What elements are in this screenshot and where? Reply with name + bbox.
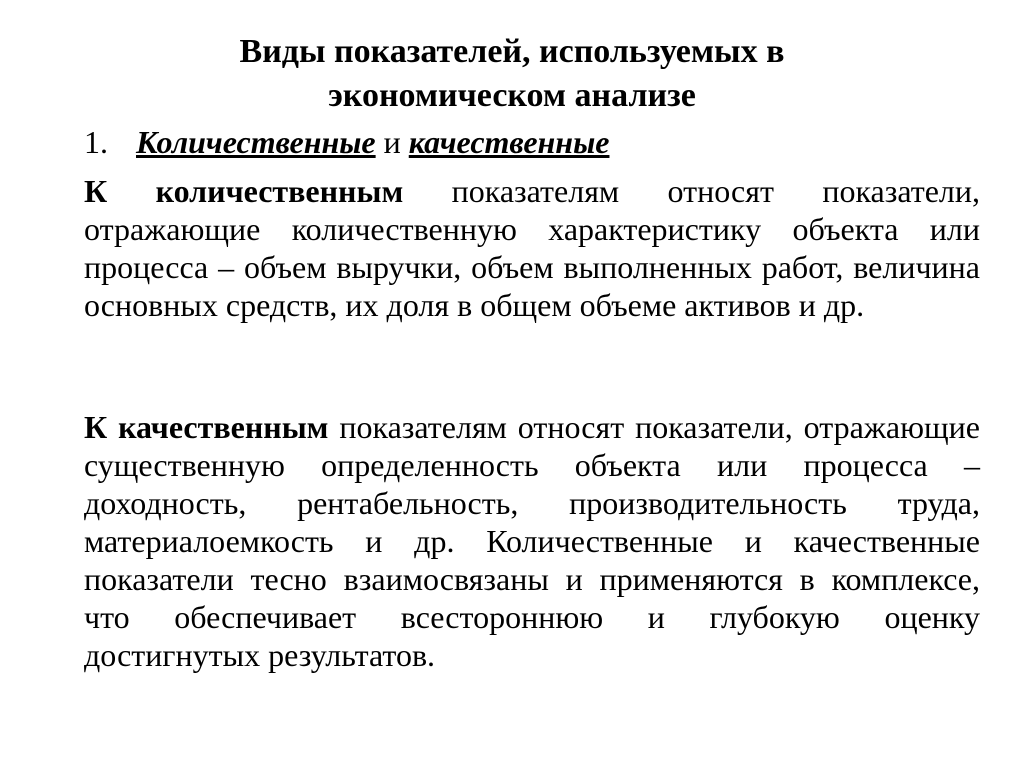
item-term-quantitative: Количественные bbox=[136, 124, 376, 160]
paragraph-quantitative bbox=[84, 172, 980, 324]
paragraph-qualitative bbox=[84, 408, 980, 674]
paragraph-lead: К качественным bbox=[84, 409, 329, 445]
slide-title bbox=[0, 30, 1024, 118]
item-number: 1. bbox=[84, 124, 108, 160]
item-conjunction: и bbox=[375, 124, 409, 160]
paragraph-text: показателям относят показатели, отражающие количественную характеристику объекта или процесса – объем выручки, объем выполненных работ, величина основных средств, их доля в общем объеме активов и др. bbox=[84, 173, 980, 323]
title-line-2: экономическом анализе bbox=[328, 77, 696, 114]
paragraph-text: показателям относят показатели, отражающие существенную определенность объекта или процесса – доходность, рентабельность, производительность труда, материалоемкость и др. Количественные и качественные показатели тесно взаимосвязаны и применяются в комплексе, что обеспечивает всестороннюю и глубокую оценку достигнутых результатов. bbox=[84, 409, 981, 673]
list-item-1 bbox=[84, 124, 609, 161]
paragraph-lead: К количественным bbox=[84, 173, 404, 209]
title-line-1: Виды показателей, используемых в bbox=[239, 33, 785, 70]
item-term-qualitative: качественные bbox=[408, 124, 610, 160]
